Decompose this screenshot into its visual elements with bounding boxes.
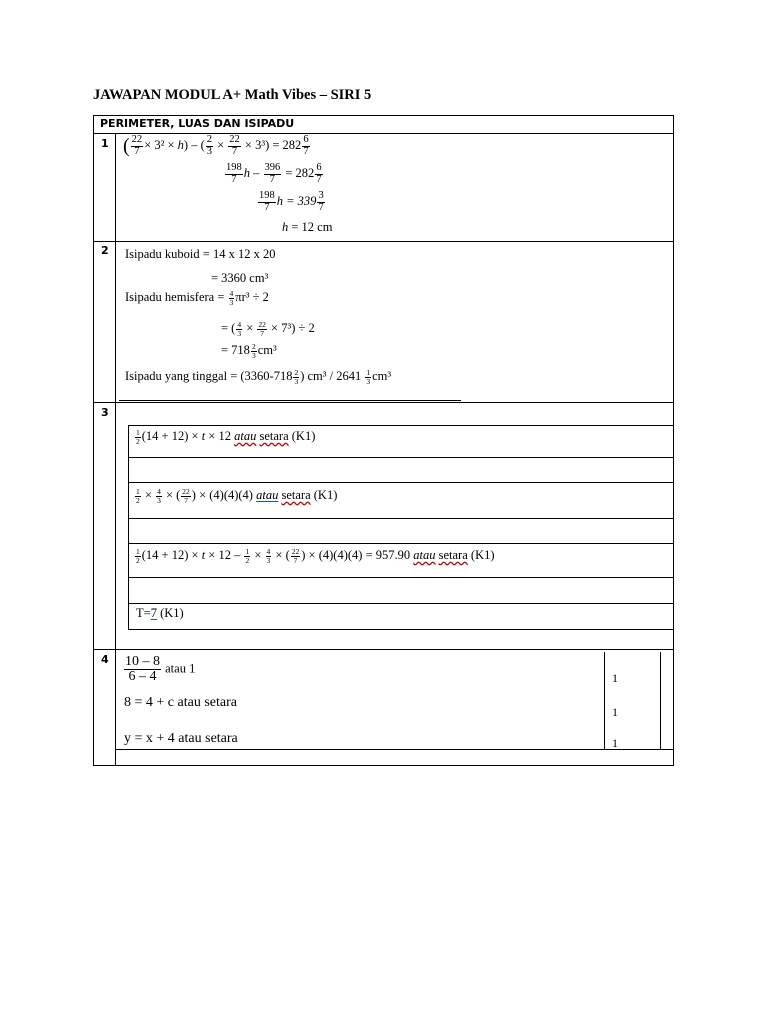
row-divider: [94, 649, 673, 650]
q4-mark-column-divider: [660, 652, 661, 749]
q2-line-3: Isipadu hemisfera = $\frac{4}{3}$ πr³ ÷ 2: [125, 289, 269, 307]
q1-line-3: $\frac{198}{7}$ h = 339 $\frac{3}{7}$: [259, 190, 324, 213]
section-heading: PERIMETER, LUAS DAN ISIPADU: [100, 117, 295, 130]
q3-row-divider: [128, 577, 674, 578]
answer-table: [93, 115, 674, 766]
q3-step-1: $\frac{1}{2}$ (14 + 12) × t × 12 atau setara (K1): [136, 428, 316, 446]
header-divider: [94, 133, 673, 134]
row-divider: [94, 402, 673, 403]
question-number: 1: [101, 137, 109, 150]
q3-row-divider: [128, 518, 674, 519]
q3-row-divider: [128, 603, 674, 604]
scan-edge: [119, 400, 461, 401]
q2-line-5: = 718 $\frac{2}{3}$ cm³: [221, 342, 277, 360]
scan-edge: [119, 241, 461, 242]
q3-row-divider: [128, 543, 674, 544]
q1-line-4: h = 12 cm: [282, 220, 333, 234]
q4-mark-column-divider: [604, 652, 605, 749]
question-number: 3: [101, 406, 109, 419]
q4-intercept: 8 = 4 + c atau setara: [124, 695, 237, 710]
q3-step-3: $\frac{1}{2}$ (14 + 12) × t × 12 – $\frac{1}{2}$ × $\frac{4}{3}$ × ( $\frac{22}{7}$ ) × (4)(4)(4) = 957.90 atau setara (K1): [136, 547, 495, 565]
q2-line-2: = 3360 cm³: [211, 271, 269, 285]
q1-line-1: ( $\frac{22}{7}$ × 3² × h) – ( $\frac{2}{3}$ × $\frac{22}{7}$ × 3³) = 282 $\frac{6}{7}$: [123, 134, 309, 157]
q2-line-6: Isipadu yang tinggal = (3360-718 $\frac{2}{3}$ ) cm³ / 2641 $\frac{1}{3}$ cm³: [125, 368, 392, 386]
q4-mark: 1: [612, 671, 618, 685]
q4-row-divider: [115, 749, 673, 750]
q4-equation: y = x + 4 atau setara: [124, 731, 238, 746]
q2-line-4: = ( $\frac{4}{3}$ × $\frac{22}{7}$ × 7³) ÷ 2: [221, 320, 315, 338]
question-number: 2: [101, 244, 109, 257]
q3-step-2: $\frac{1}{2}$ × $\frac{4}{3}$ × ( $\frac{22}{7}$ ) × (4)(4)(4) atau setara (K1): [136, 487, 338, 505]
q3-working-box: [128, 425, 674, 630]
q1-line-2: $\frac{198}{7}$ h – $\frac{396}{7}$ = 282 $\frac{6}{7}$: [226, 162, 322, 185]
q4-mark: 1: [612, 736, 618, 750]
page-title: JAWAPAN MODUL A+ Math Vibes – SIRI 5: [93, 87, 372, 103]
number-column-divider: [115, 133, 116, 766]
q3-row-divider: [128, 457, 674, 458]
q3-answer: T=7 (K1): [136, 606, 184, 620]
q4-gradient: $\frac{10 - 8}{6 - 4}$ atau 1: [125, 654, 196, 684]
q2-line-1: Isipadu kuboid = 14 x 12 x 20: [125, 247, 276, 261]
question-number: 4: [101, 653, 109, 666]
q4-mark: 1: [612, 705, 618, 719]
q3-row-divider: [128, 482, 674, 483]
